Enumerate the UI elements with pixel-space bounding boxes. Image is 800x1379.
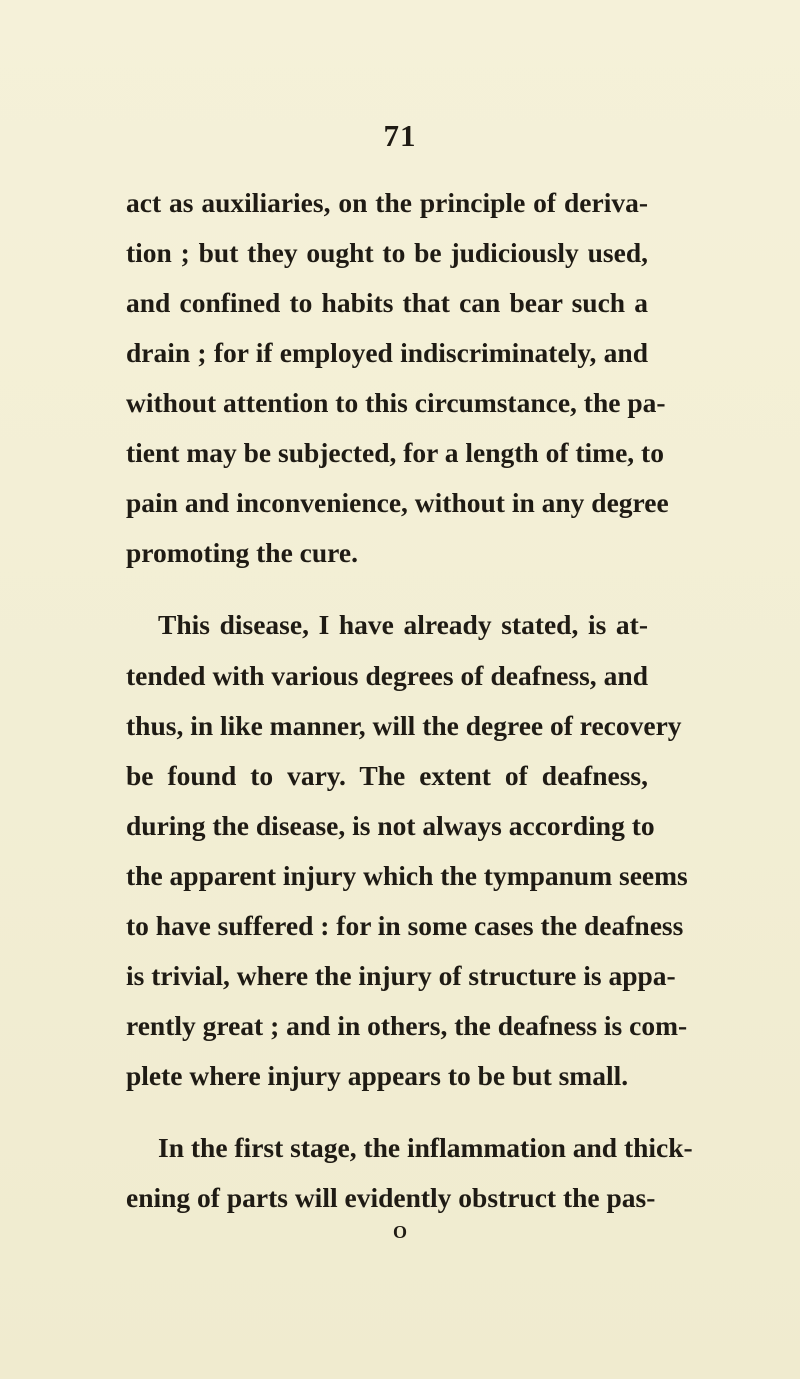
page-number: 71 <box>383 118 417 153</box>
text-line: and confined to habits that can bear such a <box>126 287 648 318</box>
text-line: tient may be subjected, for a length of time, to <box>126 437 664 468</box>
text-line: ening of parts will evidently obstruct the pas- <box>126 1182 656 1213</box>
text-line: thus, in like manner, will the degree of recovery <box>126 710 682 741</box>
text-line: during the disease, is not always according to <box>126 810 655 841</box>
text-line: act as auxiliaries, on the principle of deriva- <box>126 187 648 218</box>
text-line: drain ; for if employed indiscriminately, and <box>126 337 648 368</box>
text-line: plete where injury appears to be but small. <box>126 1060 629 1091</box>
text-line: rently great ; and in others, the deafness is com- <box>126 1010 688 1041</box>
text-line: tended with various degrees of deafness, and <box>126 660 648 691</box>
signature-mark: O <box>392 1222 407 1242</box>
text-line: This disease, I have already stated, is at- <box>158 609 648 640</box>
text-line: without attention to this circumstance, the pa- <box>126 387 666 418</box>
text-line: is trivial, where the injury of structure is appa- <box>126 960 676 991</box>
text-line: the apparent injury which the tympanum seems <box>126 860 688 891</box>
text-line: promoting the cure. <box>126 537 358 568</box>
text-line: be found to vary. The extent of deafness, <box>126 760 648 791</box>
text-line: to have suffered : for in some cases the deafness <box>126 910 684 941</box>
text-line: In the first stage, the inflammation and thick- <box>158 1132 693 1163</box>
text-line: pain and inconvenience, without in any degree <box>126 487 669 518</box>
text-line: tion ; but they ought to be judiciously used, <box>126 237 648 268</box>
